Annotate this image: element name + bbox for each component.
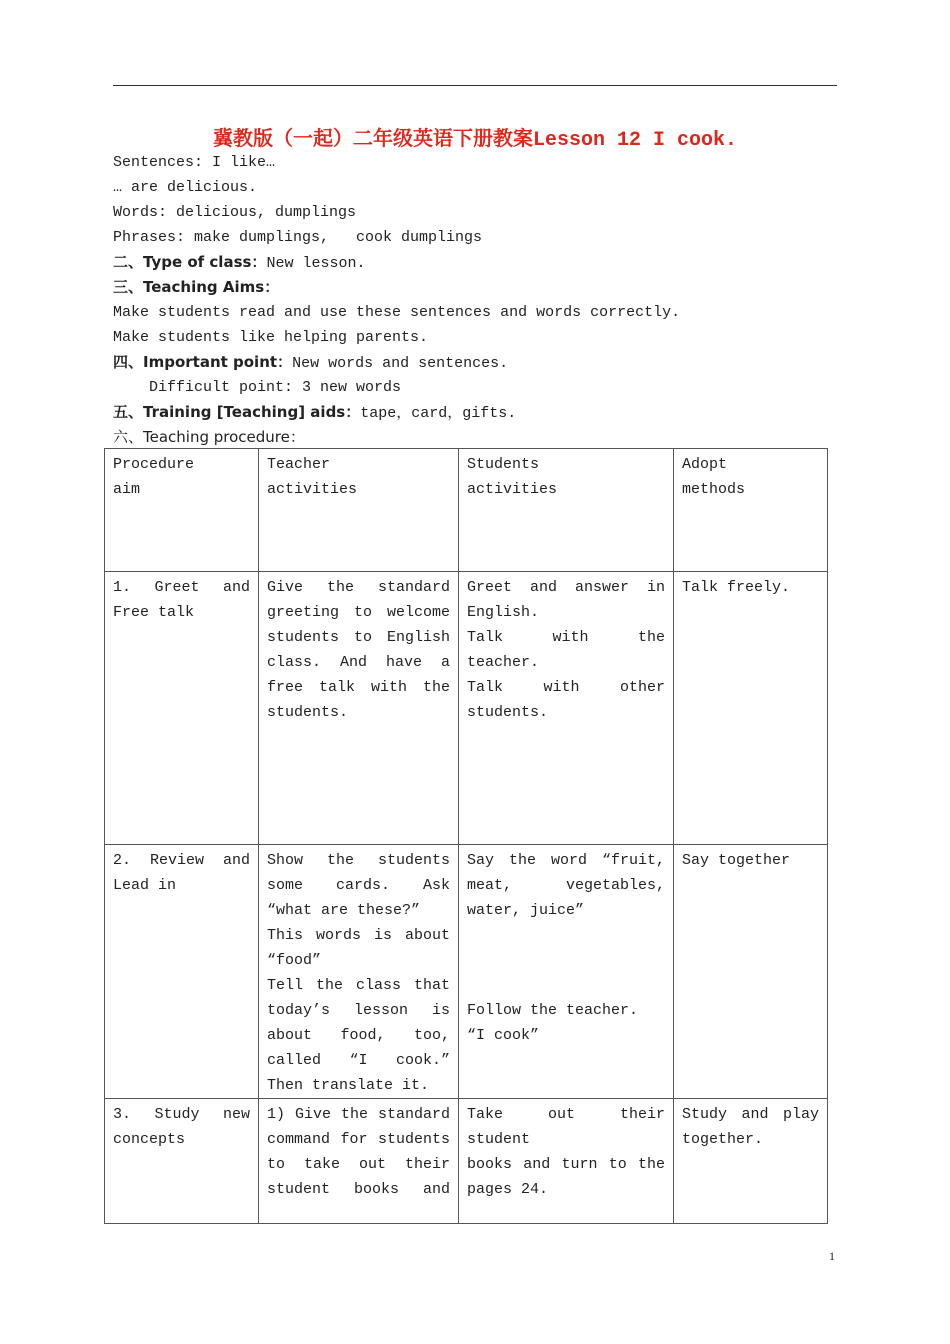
page-number: 1 bbox=[829, 1249, 835, 1263]
document-title bbox=[0, 122, 950, 152]
header-students-activities: Students activities bbox=[459, 449, 674, 572]
lesson-overview bbox=[113, 150, 843, 450]
header-teacher-activities: Teacher activities bbox=[259, 449, 459, 572]
sentences-line-2: … are delicious. bbox=[113, 179, 258, 196]
row1-teacher: Give the standard greeting to welcome students to English class. And have a free talk with the students. bbox=[259, 572, 459, 845]
teaching-aids-value: tape，card，gifts. bbox=[360, 405, 517, 422]
difficult-point-line: Difficult point: 3 new words bbox=[113, 379, 402, 396]
title-english: Lesson 12 I cook. bbox=[532, 129, 738, 152]
header-procedure-aim: Procedure aim bbox=[105, 449, 259, 572]
table-header-row bbox=[105, 449, 828, 572]
row1-students: Greet and answer in English. Talk with the teacher. Talk with other students. bbox=[459, 572, 674, 845]
row2-methods: Say together bbox=[674, 845, 828, 1099]
row3-methods: Study and play together. bbox=[674, 1099, 828, 1224]
table-row bbox=[105, 1099, 828, 1224]
teaching-aids-label: 五、Training [Teaching] aids： bbox=[113, 403, 361, 421]
row3-teacher: 1) Give the standard command for students to take out their student books and bbox=[259, 1099, 459, 1224]
sentences-line: Sentences: I like… bbox=[113, 154, 276, 171]
header-rule bbox=[113, 85, 837, 86]
row1-methods: Talk freely. bbox=[674, 572, 828, 845]
teaching-aims-label: 三、Teaching Aims： bbox=[113, 278, 280, 296]
row1-procedure: 1. Greet and Free talk bbox=[105, 572, 259, 845]
phrases-line: Phrases: make dumplings, cook dumplings bbox=[113, 229, 483, 246]
type-of-class-value: New lesson. bbox=[266, 255, 366, 272]
teaching-aids-line bbox=[113, 400, 843, 425]
row2-teacher: Show the students some cards. Ask “what are these?” This words is about “food” Tell the class that today’s lesson is about food, too, called “I cook.” Then translate it. bbox=[259, 845, 459, 1099]
row3-students: Take out their student books and turn to the pages 24. bbox=[459, 1099, 674, 1224]
words-line: Words: delicious, dumplings bbox=[113, 204, 357, 221]
aim-1: Make students read and use these sentences and words correctly. bbox=[113, 304, 681, 321]
row2-procedure: 2. Review and Lead in bbox=[105, 845, 259, 1099]
important-point-label: 四、Important point： bbox=[113, 353, 293, 371]
important-point-line bbox=[113, 350, 843, 375]
teaching-aims-line bbox=[113, 275, 843, 300]
important-point-value: New words and sentences. bbox=[292, 355, 509, 372]
row2-students: Say the word “fruit, meat, vegetables, water, juice” Follow the teacher. “I cook” bbox=[459, 845, 674, 1099]
row3-procedure: 3. Study new concepts bbox=[105, 1099, 259, 1224]
header-adopt-methods: Adopt methods bbox=[674, 449, 828, 572]
teaching-procedure-line bbox=[113, 425, 843, 450]
table-row bbox=[105, 572, 828, 845]
type-of-class-label: 二、Type of class： bbox=[113, 253, 267, 271]
aim-2: Make students like helping parents. bbox=[113, 329, 429, 346]
title-chinese: 冀教版（一起）二年级英语下册教案 bbox=[212, 128, 533, 150]
procedure-table bbox=[104, 448, 828, 1224]
table-row bbox=[105, 845, 828, 1099]
type-of-class-line bbox=[113, 250, 843, 275]
teaching-procedure-label: 六、Teaching procedure： bbox=[113, 428, 305, 446]
